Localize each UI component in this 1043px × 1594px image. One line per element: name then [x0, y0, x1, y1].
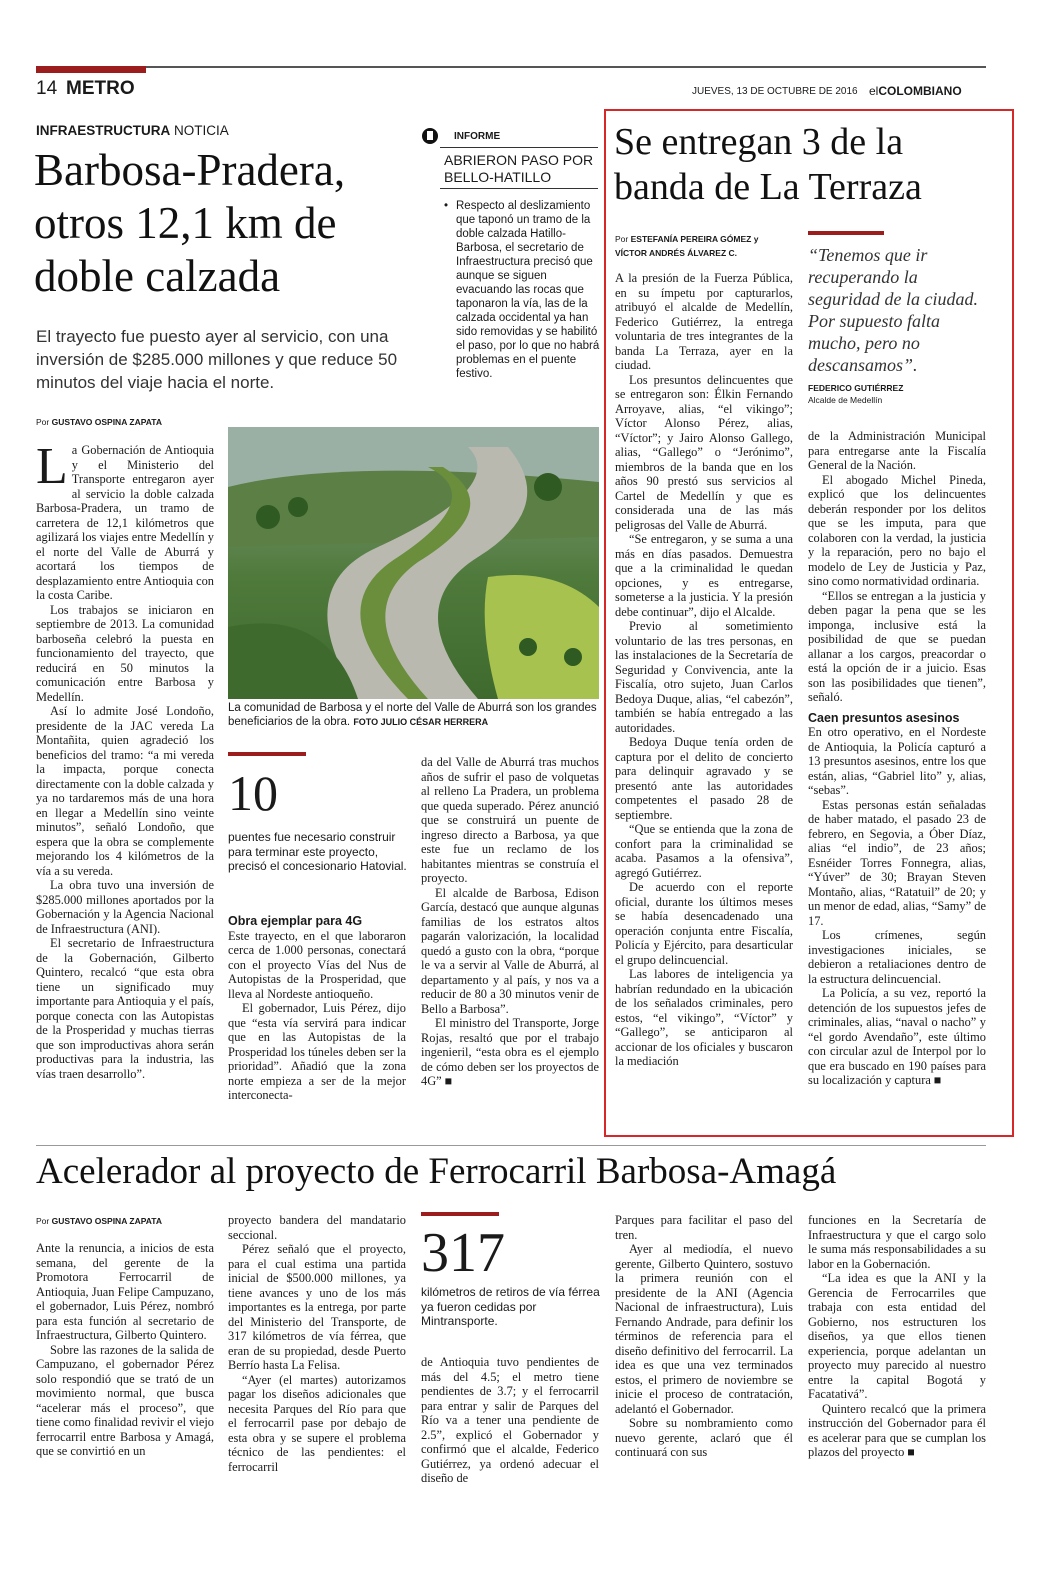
article3-paragraph: Quintero recalcó que la primera instrucción del Gobernador para él es acelerar para que se cumplan los plazos del proyecto ■	[808, 1401, 986, 1459]
informe-rule	[440, 147, 598, 148]
article2-paragraph: de la Administración Municipal para entregarse ante la Fiscalía General de la Nación.	[808, 429, 986, 472]
article1-paragraph-text: a Gobernación de Antioquia y el Ministerio del Transporte entregaron ayer al servicio la doble calzada Barbosa-Pradera, un tramo de carretera de 12,1 kilómetros que agilizará los viajes entre Medellín y el norte del Valle de Aburrá y acortará los tiempos de desplazamiento entre Antioquia con la costa Caribe.	[36, 443, 214, 602]
article2-paragraph: Las labores de inteligencia ya habrían redundado en la ubicación de los señalados criminales, pero estos, “el vikingo”, “Víctor” y “Gallego”, se anticiparon al accionar de los oficiales y buscaron la mediación	[615, 967, 793, 1068]
article2-paragraph: Los presuntos delincuentes que se entregaron son: Élkin Fernando Arroyave, alias, “el vikingo”; Víctor Alonso Pérez, alias, “Víctor”; y Jairo Alonso Gallego, alias, “Gallego” o “Jerónimo”, miembros de la banda que en los años 90 prestó sus servicios al Cartel de Medellín y que es considerada una de las más peligrosas del Valle de Aburrá.	[615, 372, 793, 532]
article2-paragraph: Los crímenes, según investigaciones iniciales, se debieron a retaliaciones dentro de la estructura delincuencial.	[808, 928, 986, 986]
photo-credit: FOTO JULIO CÉSAR HERRERA	[353, 716, 489, 727]
article1-paragraph	[36, 438, 214, 603]
article1-paragraph: Este trayecto, en el que laboraron cerca de 1.000 personas, conectará con el proyecto Vías del Nus de Autopistas de la Prosperidad, que lleva al Nordeste antioqueño.	[228, 928, 406, 1001]
informe-label: INFORME	[454, 131, 501, 142]
article3-title: Acelerador al proyecto de Ferrocarril Barbosa-Amagá	[36, 1151, 837, 1192]
article2-paragraph: “Que se entienda que la zona de confort para la criminalidad se acaba. Pasamos a la ofensiva”, agregó Gutiérrez.	[615, 822, 793, 880]
photo-caption-text: La comunidad de Barbosa y el norte del Valle de Aburrá son los grandes beneficiarios de la obra.	[228, 702, 597, 728]
stat317-text: kilómetros de retiros de vía férrea ya fueron cedidas por Mintransporte.	[421, 1285, 600, 1328]
article2-paragraph: Estas personas están señaladas de haber matado, el pasado 23 de febrero, en Segovia, a Óber Díaz, alias “el indio”, de 23 años; Esnéider Torres Fonnegra, alias, “Yúver” de 30; Brayan Steven Montaño, alias, “Ratatuil” de 20; y un menor de edad, alias, “Samy” de 17.	[808, 797, 986, 928]
article1-kicker-section: INFRAESTRUCTURA	[36, 123, 171, 138]
article1-byline-author: GUSTAVO OSPINA ZAPATA	[51, 417, 162, 427]
article1-kicker	[36, 123, 229, 138]
article2-column-2	[808, 429, 986, 1088]
informe-body: Respecto al deslizamiento que taponó un tramo de la doble calzada Hatillo-Barbosa, el secretario de Infraestructura precisó que aunque se siguen evacuando las rocas que taponaron la vía, las de la calzada occidental ya han sido removidas y se habilitó el paso, por lo que no habrá problemas en el puente festivo.	[456, 200, 600, 380]
article2-title: Se entregan 3 de la banda de La Terraza	[614, 121, 922, 208]
article3-column-2	[228, 1213, 406, 1474]
article1-paragraph: El secretario de Infraestructura de la Gobernación, Gilberto Quintero, recalcó “que esta obra tiene un significado muy importante para Antioquia y el país, porque conecta con las Autopistas de la Prosperidad y muchas tierras que son improductivas ahora serán productivas para la industria, las vías traen desarrollo”.	[36, 936, 214, 1081]
article1-byline	[36, 417, 162, 427]
article1-paragraph: da del Valle de Aburrá tras muchos años de sufrir el paso de volquetas al relleno La Pradera, un problema que queda superado. Pérez anunció que se construirá un puente de ingreso directo a Barbosa, ya que este fue un reclamo de los habitantes mientras se construía el proyecto.	[421, 755, 599, 885]
article3-column-4	[615, 1213, 793, 1460]
article2-quote-attribution	[808, 382, 903, 406]
article3-top-rule	[36, 1145, 986, 1146]
article3-paragraph: “La idea es que la ANI y la Gerencia de Ferrocarriles que trabaja con esta entidad del Gobierno, nos estructuren los diseños, ya que ellos tienen experiencia, porque adelantan un proyecto muy parecido al nuestro entre la capital Bogotá y Facatativá”.	[808, 1271, 986, 1401]
article1-title: Barbosa-Pradera, otros 12,1 km de doble calzada	[34, 145, 346, 301]
quote-author: FEDERICO GUTIÉRREZ	[808, 383, 904, 393]
article3-byline-author: GUSTAVO OSPINA ZAPATA	[51, 1216, 162, 1226]
article1-column-1	[36, 438, 214, 1081]
stat-rule	[228, 752, 306, 756]
article3-paragraph: Parques para facilitar el paso del tren.	[615, 1213, 793, 1242]
article1-subtitle: El trayecto fue puesto ayer al servicio, con una inversión de $285.000 millones y que reduce 50 minutos del viaje hacia el norte.	[36, 327, 398, 392]
article1-column-3	[421, 755, 599, 1089]
article3-paragraph: Sobre las razones de la salida de Campuzano, el gobernador Pérez solo respondió que se trató de un movimiento normal, que busca “acelerar más el proceso”, que tiene como finalidad revivir el viejo ferrocarril entre Barbosa y Amagá, que se convirtió en un	[36, 1342, 214, 1458]
article2-paragraph: La Policía, a su vez, reportó la detención de los supuestos jefes de criminales, alias, “naval o nacho” y “el gordo Avendaño”, este último con circular azul de Interpol por lo que era buscado en 190 países para su localización y captura ■	[808, 986, 986, 1087]
article1-photo-caption	[228, 702, 599, 729]
page-number: 14	[36, 78, 58, 99]
article1-paragraph: El gobernador, Luis Pérez, dijo que “esta vía servirá para indicar que en las Autopistas de la Prosperidad los túneles deben ser la prioridad”. Añadió que la zona norte empieza a ser de la mejor interconecta-	[228, 1001, 406, 1102]
article3-byline	[36, 1216, 162, 1226]
article2-paragraph: “Ellos se entregan a la justicia y deben pagar la pena que se les imponga, inclusive está la posibilidad de que se puedan allanar a los cargos, preacordar o está la opción de ir a juicio. Esas son las posibilidades que tienen”, señaló.	[808, 588, 986, 704]
article3-byline-prefix: Por	[36, 1216, 50, 1226]
stat317-number: 317	[421, 1222, 505, 1284]
article2-subhead: Caen presuntos asesinos	[808, 710, 960, 725]
article2-paragraph: En otro operativo, en el Nordeste de Antioquia, la Policía capturó a 13 presuntos asesinos, entre los que están, alias, “Gabriel lito” y, alias, “sebas”.	[808, 725, 986, 797]
article2-byline	[615, 232, 758, 260]
article3-column-1	[36, 1241, 214, 1459]
article2-paragraph: El abogado Michel Pineda, explicó que los delincuentes deberán responder por los delitos que se les imputa, para que colaboren con la verdad, la justicia y la reparación, pero no bajo el modelo de Ley de Justicia y Paz, sino como normatividad ordinaria.	[808, 472, 986, 588]
article2-paragraph: De acuerdo con el reporte oficial, durante los últimos meses se había desencadenado una operación conjunta entre Fiscalía, Policía y Ejército, para desarticular el grupo delincuencial.	[615, 880, 793, 967]
article1-paragraph: Los trabajos se iniciaron en septiembre de 2013. La comunidad barboseña celebró la puesta en funcionamiento del trayecto, que reducirá en 50 minutos la comunicación entre Barbosa y Medellín.	[36, 602, 214, 704]
quote-role: Alcalde de Medellín	[808, 395, 883, 405]
article3-column-3	[421, 1355, 599, 1486]
article1-dropcap: L	[36, 438, 68, 495]
section-name: METRO	[66, 78, 135, 99]
article1-paragraph: La obra tuvo una inversión de $285.000 millones aportados por la Gobernación y la Agencia Nacional de Infraestructura (ANI).	[36, 878, 214, 936]
article3-paragraph: “Ayer (el martes) autorizamos pagar los diseños adicionales que necesita Parques del Río para que el ferrocarril pase por debajo de esta obra y se supere el problema técnico de las pendientes: el ferrocarril	[228, 1372, 406, 1474]
informe-text	[444, 199, 600, 381]
article1-column-2	[228, 914, 406, 1103]
informe-title: ABRIERON PASO POR BELLO-HATILLO	[444, 152, 594, 185]
quote-rule	[808, 231, 884, 235]
stat317-rule	[421, 1212, 499, 1216]
article1-paragraph: El alcalde de Barbosa, Edison García, destacó que aunque algunas familias de los estratos altos pagarán valorización, la localidad quedó a gusto con la obra, “porque le va a servir al Valle de Aburrá, al departamento y al país, y nos va a reducir de 80 a 30 minutos venir de Bello a Barbosa”.	[421, 885, 599, 1016]
article3-column-5	[808, 1213, 986, 1460]
highway-illustration	[228, 427, 599, 699]
article1-photo	[228, 427, 599, 699]
article2-paragraph: Bedoya Duque tenía orden de captura por el delito de concierto para delinquir agravado y se presentó ante las autoridades competentes el pasado 28 de septiembre.	[615, 735, 793, 822]
article1-paragraph: Así lo admite José Londoño, presidente de la JAC vereda La Montañita, quien agradeció los beneficios del tramo: “a mi vereda la impacta, porque conecta directamente con la doble calzada y ya no tardaremos más de una hora en llegar a Medellín sino veinte minutos”, señaló Londoño, que espera que la obra se complemente mejorando los 4 kilómetros de la vía a su vereda.	[36, 704, 214, 878]
article2-paragraph: A la presión de la Fuerza Pública, en su ímpetu por capturarlos, atribuyó el alcalde de Medellín, Federico Gutiérrez, la entrega voluntaria de tres integrantes de la banda La Terraza, ayer en la ciudad.	[615, 271, 793, 372]
newspaper-name	[869, 84, 962, 98]
newspaper-prefix: el	[869, 84, 879, 98]
article3-paragraph: Sobre su nombramiento como nuevo gerente, aclaró que él continuará con sus	[615, 1416, 793, 1459]
header-red-tab	[36, 66, 146, 73]
informe-rule-bottom	[440, 188, 598, 189]
article2-byline-author1: ESTEFANÍA PEREIRA GÓMEZ y	[630, 234, 759, 244]
article3-paragraph: Ante la renuncia, a inicios de esta semana, del gerente de la Promotora Ferrocarril de Antioquia, Juan Felipe Campuzano, el gobernador, Luis Pérez, nombró para esta función al secretario de Infraestructura, Gilberto Quintero.	[36, 1241, 214, 1342]
article2-byline-prefix: Por	[615, 234, 629, 244]
stat-text: puentes fue necesario construir para terminar este proyecto, precisó el concesionario Hatovial.	[228, 830, 407, 873]
article3-paragraph: de Antioquia tuvo pendientes de más del 4.5; el metro tiene pendientes de 3.7; y el ferrocarril para entrar y salir de Parques del Río va a tener una pendiente de 2.5”, explicó el Gobernador y confirmó que el alcalde, Federico Gutiérrez, ya ordenó adecuar el diseño de	[421, 1355, 599, 1485]
informe-icon	[422, 128, 438, 144]
bullet-icon: •	[444, 200, 449, 212]
article1-subhead: Obra ejemplar para 4G	[228, 914, 363, 928]
stat-number: 10	[228, 765, 278, 821]
article2-byline-author2: VÍCTOR ANDRÉS ÁLVAREZ C.	[615, 248, 737, 258]
header-top-rule	[36, 66, 986, 68]
article3-paragraph: Ayer al mediodía, el nuevo gerente, Gilberto Quintero, sostuvo la primera reunión con el presidente de la ANI (Agencia Nacional de infraestructura), Luis Fernando Andrade, para definir los términos de referencia para el diseño definitivo del ferrocarril. La idea es que una vez terminados estos, el primero de noviembre se inicie el proceso de contratación, adelantó el Gobernador.	[615, 1242, 793, 1416]
article3-paragraph: proyecto bandera del mandatario seccional.	[228, 1213, 406, 1242]
article1-paragraph: El ministro del Transporte, Jorge Rojas, resaltó que por el trabajo ingenieril, “esta obra es el ejemplo de cómo deben ser los proyectos de 4G” ■	[421, 1016, 599, 1088]
article2-column-1	[615, 271, 793, 1069]
article1-kicker-type: NOTICIA	[174, 123, 229, 138]
article2-paragraph: “Se entregaron, y se suma a una más en días pasados. Demuestra que a la criminalidad le quedan opciones, y es entregarse, someterse a la justicia. Y la presión debe continuar”, dijo el Alcalde.	[615, 532, 793, 619]
article3-paragraph: funciones en la Secretaría de Infraestructura y que el cargo solo le suma más responsabilidades a su labor en la Gobernación.	[808, 1213, 986, 1271]
article2-quote: “Tenemos que ir recuperando la seguridad de la ciudad. Por supuesto falta mucho, pero no descansamos”.	[808, 245, 978, 375]
article2-paragraph: Previo al sometimiento voluntario de las tres personas, en las instalaciones de la Secretaría de Seguridad y Convivencia, ante la Fiscalía, otro sujeto, Juan Carlos Bedoya Duque, alias, “el cabezón”, también se había entregado a las autoridades.	[615, 619, 793, 735]
header-date: JUEVES, 13 DE OCTUBRE DE 2016	[692, 86, 858, 97]
newspaper-brand: COLOMBIANO	[878, 84, 962, 98]
article1-byline-prefix: Por	[36, 417, 50, 427]
article3-paragraph: Pérez señaló que el proyecto, para el cual estima una partida inicial de $500.000 millones, ya tiene avances y uno de los más importantes es la entrega, por parte del Ministerio del Transporte, de 317 kilómetros de vía férrea, que eran de su propiedad, desde Puerto Berrío hasta La Felisa.	[228, 1242, 406, 1372]
